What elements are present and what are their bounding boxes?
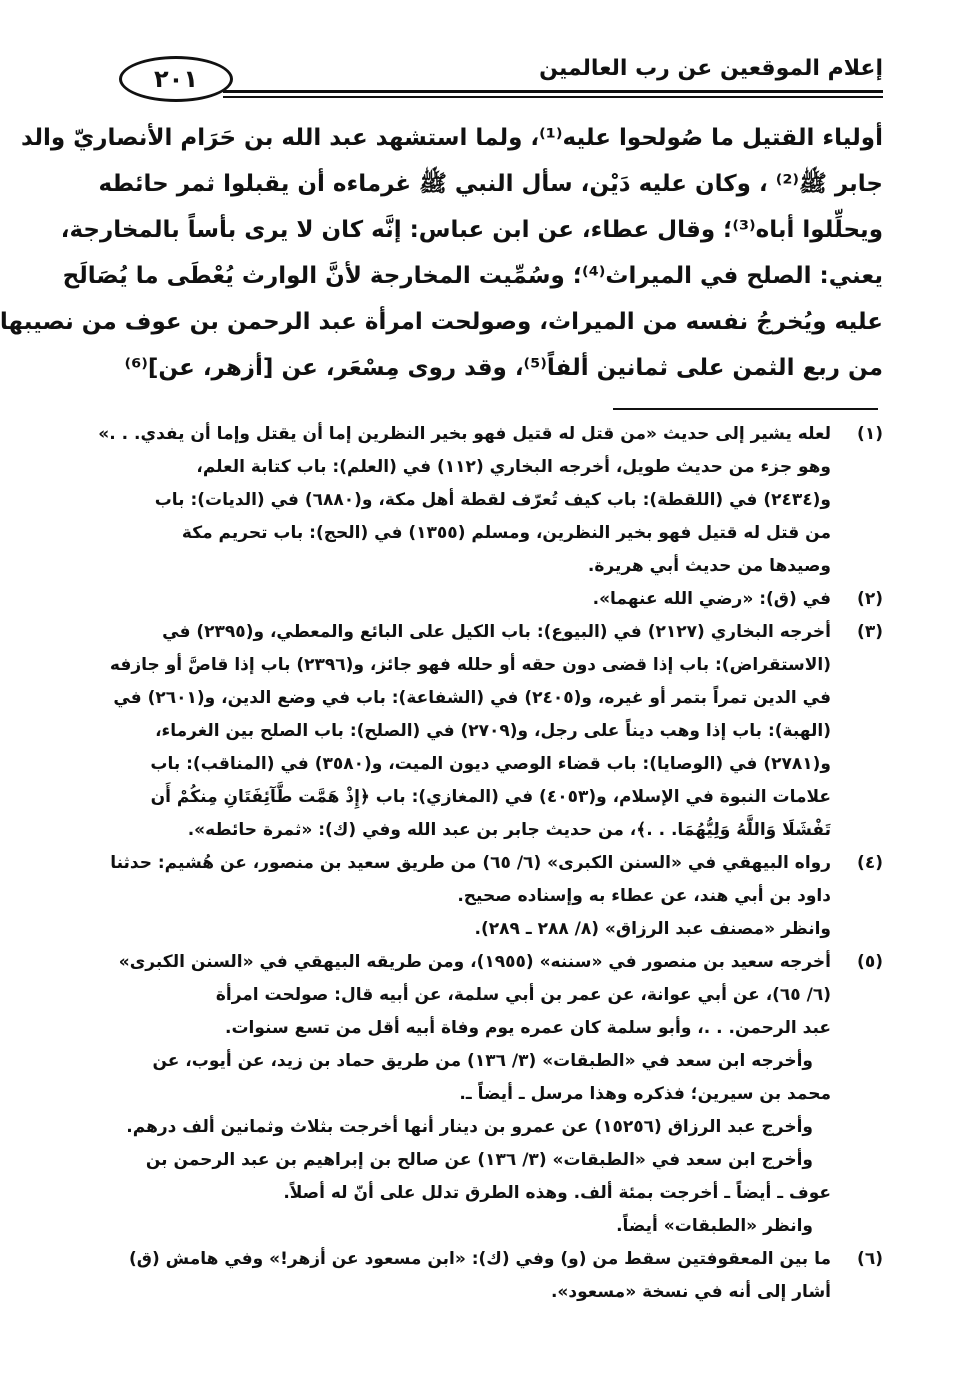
main-text-line: أولياء القتيل ما صُولحوا عليه⁽¹⁾، ولما استشهد عبد الله بن حَرَام الأنصاريّ والد bbox=[21, 125, 883, 151]
footnote-line: تَفْشَلَا وَاللَّهُ وَلِيُّهُمَا. . .﴾، من حديث جابر بن عبد الله وفي (ك): «ثمرة حائطه». bbox=[187, 820, 831, 840]
running-title: إعلام الموقعين عن رب العالمين bbox=[539, 56, 883, 81]
footnote-line: وصيدها من حديث أبي هريرة. bbox=[587, 556, 831, 576]
footnote-line: علامات النبوة في الإسلام، و(٤٠٥٣) في (المغازي): باب ﴿إِذْ هَمَّت طَّآئِفَتَانِ مِنكُمْ أَن bbox=[150, 787, 831, 807]
footnote-number: (٢) bbox=[857, 589, 883, 609]
footnote-line: وأخرج ابن سعد في «الطبقات» (٣/ ١٣٦) عن صالح بن إبراهيم بن عبد الرحمن بن bbox=[145, 1150, 813, 1170]
footnote-number: (٤) bbox=[857, 853, 883, 873]
main-text-line: من ربع الثمن على ثمانين ألفاً⁽⁵⁾، وقد روى مِسْعَر، عن [أزهر، عن]⁽⁶⁾ bbox=[124, 355, 883, 381]
footnote-line: محمد بن سيرين؛ فذكره وهذا مرسل ـ أيضاً ـ. bbox=[459, 1084, 831, 1104]
footnote-line: وانظر «الطبقات» أيضاً. bbox=[616, 1216, 813, 1236]
page-header bbox=[93, 50, 883, 110]
footnote-number: (٣) bbox=[857, 622, 883, 642]
footnote-line: أخرجه سعيد بن منصور في «سننه» (١٩٥٥)، ومن طريقه البيهقي في «السنن الكبرى» bbox=[118, 952, 831, 972]
header-rule bbox=[223, 90, 883, 93]
footnote-line: (الهبة): باب إذا وهب ديناً على رجل، و(٢٧٠٩) في (الصلح): باب الصلح بين الغرماء، bbox=[155, 721, 831, 741]
main-text-line: يعني: الصلح في الميراث⁽⁴⁾؛ وسُمِّيت المخارجة لأنَّ الوارث يُعْطَى ما يُصَالَح bbox=[62, 263, 883, 289]
footnote-line: (٦/ ٦٥)، عن أبي عوانة، عن عمر بن أبي سلمة، عن أبيه قال: صولحت امرأة bbox=[215, 985, 831, 1005]
footnote-number: (١) bbox=[857, 424, 883, 444]
footnote-line: وأخرجه ابن سعد في «الطبقات» (٣/ ١٣٦) من طريق حماد بن زيد، عن أيوب، عن bbox=[152, 1051, 813, 1071]
footnote-line: عبد الرحمن. . .، وأبو سلمة كان عمره يوم وفاة أبيه أقل من تسع سنوات. bbox=[224, 1018, 831, 1038]
footnote-line: (الاستقراض): باب إذا قضى دون حقه أو حلله فهو جائز، و(٢٣٩٦) باب إذا قاصَّ أو جازفه bbox=[109, 655, 831, 675]
footnote-line: أخرجه البخاري (٢١٢٧) في (البيوع): باب الكيل على البائع والمعطي، و(٢٣٩٥) في bbox=[162, 622, 831, 642]
footnote-divider bbox=[613, 408, 878, 410]
main-text bbox=[0, 115, 883, 391]
footnote-line: و(٢٤٣٤) في (اللقطة): باب كيف تُعرّف لقطة أهل مكة، و(٦٨٨٠) في (الديات): باب bbox=[154, 490, 831, 510]
footnote-number: (٥) bbox=[857, 952, 883, 972]
main-text-line: عليه ويُخرجُ نفسه من الميراث، وصولحت امرأة عبد الرحمن بن عوف من نصيبها bbox=[0, 309, 883, 335]
footnote-line: و(٢٧٨١) في (الوصايا): باب قضاء الوصي ديون الميت، و(٣٥٨٠) في (المناقب): باب bbox=[150, 754, 831, 774]
header-rule-thin bbox=[223, 96, 883, 98]
footnote-line: وهو جزء من حديث طويل، أخرجه البخاري (١١٢) في (العلم): باب كتابة العلم، bbox=[196, 457, 831, 477]
footnote-line: في الدين تمراً بتمر أو غيره، و(٢٤٠٥) في (الشفاعة): باب في وضع الدين، و(٢٦٠١) في bbox=[113, 688, 831, 708]
footnote-line: لعله يشير إلى حديث «من قتل له قتيل فهو بخير النظرين إما أن يقتل وإما أن يفدي. . .» bbox=[98, 424, 831, 444]
footnote-number: (٦) bbox=[857, 1249, 883, 1269]
footnote-line: وانظر «مصنف عبد الرزاق» (٨/ ٢٨٨ ـ ٢٨٩). bbox=[474, 919, 831, 939]
footnote-line: عوف ـ أيضاً ـ أخرجت بمئة ألف. وهذه الطرق تدلل على أنّ له أصلاً. bbox=[283, 1183, 831, 1203]
main-text-line: ويحلِّلوا أباه⁽³⁾؛ وقال عطاء، عن ابن عباس: إنَّه كان لا يرى بأساً بالمخارجة، bbox=[60, 217, 883, 243]
footnote bbox=[93, 1243, 883, 1309]
footnote bbox=[93, 946, 883, 1243]
footnote-line: ما بين المعقوفتين سقط من (و) وفي (ك): «ابن مسعود عن أزهر!» وفي هامش (ق) bbox=[129, 1249, 831, 1269]
footnote-line: في (ق): «رضي الله عنهما». bbox=[592, 589, 831, 609]
footnote bbox=[93, 616, 883, 847]
footnote bbox=[93, 583, 883, 616]
footnote bbox=[93, 847, 883, 946]
footnotes bbox=[93, 418, 883, 1309]
footnote-line: أشار إلى أنه في نسخة «مسعود». bbox=[550, 1282, 831, 1302]
main-text-line: جابر ﷺ⁽²⁾ ، وكان عليه دَيْن، سأل النبي ﷺ غرماءه أن يقبلوا ثمر حائطه bbox=[98, 171, 883, 197]
page-number: ٢٠١ bbox=[119, 56, 233, 102]
footnote-line: داود بن أبي هند، عن عطاء به وإسناده صحيح. bbox=[457, 886, 831, 906]
footnote-line: رواه البيهقي في «السنن الكبرى» (٦/ ٦٥) من طريق سعيد بن منصور، عن هُشيم: حدثنا bbox=[110, 853, 831, 873]
footnote-line: من قتل له قتيل فهو بخير النظرين، ومسلم (١٣٥٥) في (الحج): باب تحريم مكة bbox=[181, 523, 831, 543]
footnote-line: وأخرج عبد الرزاق (١٥٢٥٦) عن عمرو بن دينار أنها أخرجت بثلاث وثمانين ألف درهم. bbox=[126, 1117, 813, 1137]
footnote bbox=[93, 418, 883, 583]
